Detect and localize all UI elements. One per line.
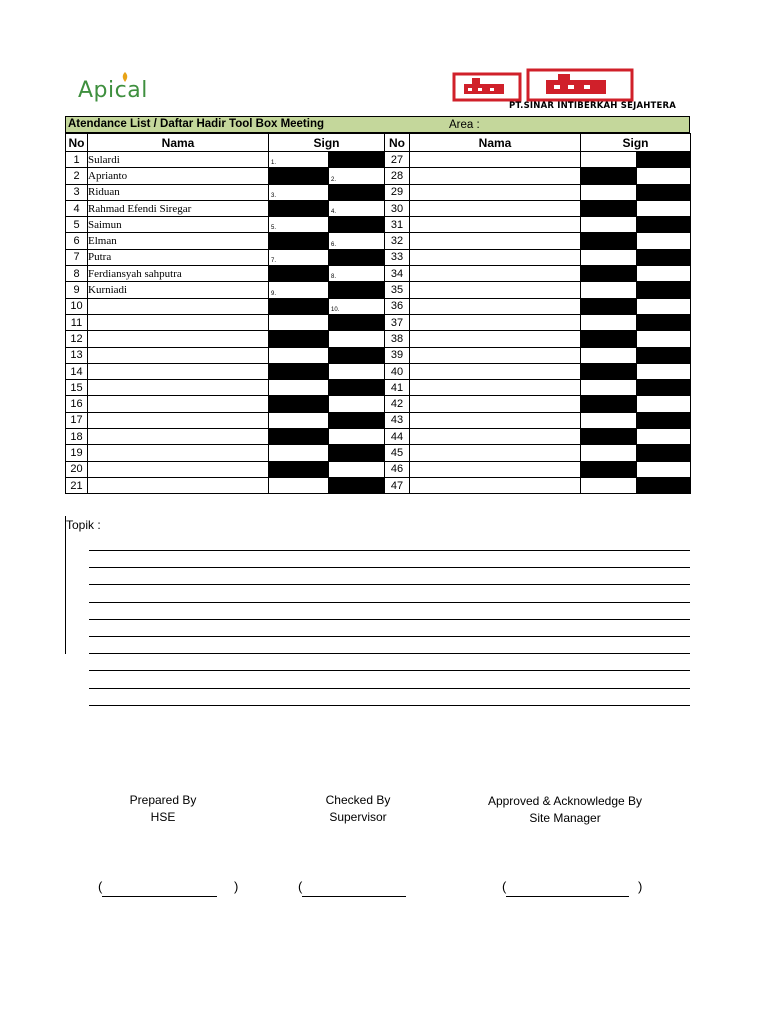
topik-line[interactable] — [89, 705, 690, 706]
sign-cell-a[interactable] — [269, 200, 329, 216]
row-no-right: 45 — [385, 445, 410, 461]
company-name: PT.SINAR INTIBERKAH SEJAHTERA — [509, 101, 677, 111]
row-no-right: 40 — [385, 363, 410, 379]
row-name-right[interactable] — [410, 298, 581, 314]
paren-close-3: ) — [638, 879, 643, 894]
row-name-right[interactable] — [410, 461, 581, 477]
row-no-right: 37 — [385, 314, 410, 330]
row-name[interactable]: Saimun — [88, 217, 269, 233]
row-name-right[interactable] — [410, 477, 581, 493]
row-name[interactable] — [88, 347, 269, 363]
row-name-right[interactable] — [410, 347, 581, 363]
topik-line[interactable] — [89, 619, 690, 620]
sign-cell-b[interactable] — [329, 200, 385, 216]
sign-cell-right-b[interactable] — [637, 298, 691, 314]
row-name-right[interactable] — [410, 217, 581, 233]
row-no-right: 29 — [385, 184, 410, 200]
row-name[interactable]: Kurniadi — [88, 282, 269, 298]
row-name[interactable] — [88, 396, 269, 412]
row-no: 19 — [66, 445, 88, 461]
table-row — [66, 363, 691, 379]
header-sign: Sign — [269, 134, 385, 152]
row-no-right: 32 — [385, 233, 410, 249]
row-no: 17 — [66, 412, 88, 428]
sign-cell-right-b[interactable] — [637, 200, 691, 216]
row-name-right[interactable] — [410, 233, 581, 249]
row-no: 6 — [66, 233, 88, 249]
sign-number: 6. — [331, 241, 337, 248]
sign-cell-b[interactable] — [329, 445, 385, 461]
table-row — [66, 380, 691, 396]
sign-cell-right-a[interactable] — [581, 298, 637, 314]
signature-line-hse[interactable] — [102, 896, 217, 897]
sign-cell-a[interactable] — [269, 347, 329, 363]
checked-by-block — [308, 792, 408, 826]
row-name[interactable]: Riduan — [88, 184, 269, 200]
table-row — [66, 249, 691, 265]
header-no-right: No — [385, 134, 410, 152]
row-name-right[interactable] — [410, 380, 581, 396]
sign-cell-right-a[interactable] — [581, 461, 637, 477]
header-row — [66, 134, 691, 152]
sign-number: 1. — [271, 160, 277, 167]
row-no: 20 — [66, 461, 88, 477]
row-name[interactable] — [88, 461, 269, 477]
approved-by-label: Approved & Acknowledge By — [487, 794, 643, 808]
row-name[interactable] — [88, 477, 269, 493]
row-no-right: 28 — [385, 168, 410, 184]
row-no-right: 31 — [385, 217, 410, 233]
table-row — [66, 412, 691, 428]
sign-cell-right-b[interactable] — [637, 168, 691, 184]
sign-cell-b[interactable] — [329, 249, 385, 265]
row-no-right: 30 — [385, 200, 410, 216]
sign-cell-right-a[interactable] — [581, 217, 637, 233]
sign-cell-a[interactable] — [269, 217, 329, 233]
row-name[interactable] — [88, 412, 269, 428]
row-no: 10 — [66, 298, 88, 314]
row-name[interactable]: Aprianto — [88, 168, 269, 184]
paren-open-1: ( — [98, 879, 103, 894]
sign-cell-a[interactable] — [269, 396, 329, 412]
sign-number: 9. — [271, 290, 277, 297]
table-row — [66, 217, 691, 233]
sign-cell-a[interactable] — [269, 249, 329, 265]
topik-border — [65, 516, 66, 654]
paren-open-3: ( — [502, 879, 507, 894]
row-no-right: 36 — [385, 298, 410, 314]
sign-cell-right-a[interactable] — [581, 412, 637, 428]
row-no-right: 41 — [385, 380, 410, 396]
sign-cell-b[interactable] — [329, 168, 385, 184]
sign-cell-right-b[interactable] — [637, 217, 691, 233]
topik-line[interactable] — [89, 636, 690, 637]
topik-line[interactable] — [89, 567, 690, 568]
row-no-right: 34 — [385, 266, 410, 282]
table-row — [66, 429, 691, 445]
sign-cell-right-a[interactable] — [581, 266, 637, 282]
sign-cell-right-b[interactable] — [637, 233, 691, 249]
row-no-right: 42 — [385, 396, 410, 412]
row-no-right: 33 — [385, 249, 410, 265]
sign-cell-a[interactable] — [269, 477, 329, 493]
approved-by-role: Site Manager — [529, 811, 601, 825]
topik-line[interactable] — [89, 688, 690, 689]
sign-cell-right-a[interactable] — [581, 331, 637, 347]
sign-cell-b[interactable] — [329, 429, 385, 445]
sign-cell-right-b[interactable] — [637, 380, 691, 396]
sign-cell-right-a[interactable] — [581, 477, 637, 493]
sign-cell-right-a[interactable] — [581, 184, 637, 200]
row-name[interactable]: Rahmad Efendi Siregar — [88, 200, 269, 216]
row-no: 5 — [66, 217, 88, 233]
row-name-right[interactable] — [410, 168, 581, 184]
row-no: 8 — [66, 266, 88, 282]
header-nama: Nama — [88, 134, 269, 152]
sign-cell-b[interactable] — [329, 184, 385, 200]
row-no: 7 — [66, 249, 88, 265]
sign-cell-right-a[interactable] — [581, 429, 637, 445]
sign-number: 3. — [271, 192, 277, 199]
row-name[interactable]: Ferdiansyah sahputra — [88, 266, 269, 282]
table-row — [66, 266, 691, 282]
sign-cell-a[interactable] — [269, 233, 329, 249]
row-name-right[interactable] — [410, 152, 581, 168]
sign-cell-right-b[interactable] — [637, 152, 691, 168]
sign-cell-b[interactable] — [329, 152, 385, 168]
sign-cell-right-b[interactable] — [637, 331, 691, 347]
sign-cell-b[interactable] — [329, 331, 385, 347]
row-name[interactable]: Sulardi — [88, 152, 269, 168]
sign-cell-right-a[interactable] — [581, 233, 637, 249]
row-name-right[interactable] — [410, 396, 581, 412]
sign-cell-a[interactable] — [269, 184, 329, 200]
table-row — [66, 477, 691, 493]
row-name-right[interactable] — [410, 184, 581, 200]
row-no-right: 27 — [385, 152, 410, 168]
table-row — [66, 445, 691, 461]
sign-cell-right-b[interactable] — [637, 282, 691, 298]
sign-number: 4. — [331, 209, 337, 216]
row-no-right: 44 — [385, 429, 410, 445]
topik-line[interactable] — [89, 550, 690, 551]
row-name[interactable] — [88, 298, 269, 314]
row-name[interactable] — [88, 380, 269, 396]
row-no-right: 47 — [385, 477, 410, 493]
form-title: Atendance List / Daftar Hadir Tool Box Meeting — [68, 118, 325, 130]
row-no: 16 — [66, 396, 88, 412]
row-name-right[interactable] — [410, 249, 581, 265]
sign-cell-a[interactable] — [269, 429, 329, 445]
sign-cell-right-b[interactable] — [637, 314, 691, 330]
sign-cell-a[interactable] — [269, 412, 329, 428]
row-no: 13 — [66, 347, 88, 363]
row-name[interactable] — [88, 445, 269, 461]
header-no: No — [66, 134, 88, 152]
signature-line-site-manager[interactable] — [506, 896, 629, 897]
sign-cell-right-b[interactable] — [637, 396, 691, 412]
sign-cell-right-b[interactable] — [637, 249, 691, 265]
topik-line[interactable] — [89, 653, 690, 654]
sign-cell-right-b[interactable] — [637, 347, 691, 363]
sign-cell-b[interactable] — [329, 282, 385, 298]
sign-cell-right-a[interactable] — [581, 380, 637, 396]
prepared-by-label: Prepared By — [129, 793, 197, 807]
attendance-table — [65, 133, 691, 494]
topik-line[interactable] — [89, 670, 690, 671]
table-row — [66, 233, 691, 249]
sign-cell-right-b[interactable] — [637, 477, 691, 493]
table-row — [66, 347, 691, 363]
sign-cell-b[interactable] — [329, 347, 385, 363]
sign-cell-right-a[interactable] — [581, 152, 637, 168]
row-no: 2 — [66, 168, 88, 184]
sign-cell-a[interactable] — [269, 266, 329, 282]
sign-cell-a[interactable] — [269, 380, 329, 396]
row-name[interactable] — [88, 331, 269, 347]
table-row — [66, 282, 691, 298]
table-row — [66, 168, 691, 184]
row-no: 11 — [66, 314, 88, 330]
table-row — [66, 152, 691, 168]
sign-cell-right-b[interactable] — [637, 363, 691, 379]
sign-cell-b[interactable] — [329, 233, 385, 249]
row-name-right[interactable] — [410, 266, 581, 282]
sign-cell-b[interactable] — [329, 477, 385, 493]
sign-number: 2. — [331, 176, 337, 183]
sign-cell-b[interactable] — [329, 314, 385, 330]
sign-cell-b[interactable] — [329, 461, 385, 477]
sign-number: 5. — [271, 225, 277, 232]
sign-cell-right-a[interactable] — [581, 314, 637, 330]
sign-cell-a[interactable] — [269, 461, 329, 477]
row-name[interactable] — [88, 363, 269, 379]
paren-close-1: ) — [234, 879, 239, 894]
sign-cell-b[interactable] — [329, 363, 385, 379]
row-name-right[interactable] — [410, 200, 581, 216]
sign-cell-right-a[interactable] — [581, 363, 637, 379]
prepared-by-role: HSE — [150, 810, 176, 824]
row-no: 15 — [66, 380, 88, 396]
row-no-right: 38 — [385, 331, 410, 347]
sign-cell-right-b[interactable] — [637, 429, 691, 445]
row-no: 21 — [66, 477, 88, 493]
sign-cell-right-b[interactable] — [637, 412, 691, 428]
row-name-right[interactable] — [410, 445, 581, 461]
row-name-right[interactable] — [410, 429, 581, 445]
sign-cell-right-b[interactable] — [637, 461, 691, 477]
row-no: 4 — [66, 200, 88, 216]
sign-number: 7. — [271, 258, 277, 265]
row-name-right[interactable] — [410, 282, 581, 298]
sinar-logo-icon — [450, 66, 640, 106]
sign-cell-right-b[interactable] — [637, 184, 691, 200]
row-name[interactable]: Elman — [88, 233, 269, 249]
row-name-right[interactable] — [410, 363, 581, 379]
sign-number: 8. — [331, 274, 337, 281]
sign-cell-a[interactable] — [269, 363, 329, 379]
sign-cell-right-a[interactable] — [581, 396, 637, 412]
sign-cell-a[interactable] — [269, 168, 329, 184]
sign-cell-right-a[interactable] — [581, 445, 637, 461]
row-no: 1 — [66, 152, 88, 168]
sign-cell-a[interactable] — [269, 298, 329, 314]
sign-cell-a[interactable] — [269, 331, 329, 347]
sign-cell-right-a[interactable] — [581, 347, 637, 363]
sign-cell-right-a[interactable] — [581, 168, 637, 184]
table-row — [66, 184, 691, 200]
sign-cell-right-b[interactable] — [637, 266, 691, 282]
paren-open-2: ( — [298, 879, 303, 894]
sign-cell-right-b[interactable] — [637, 445, 691, 461]
row-no-right: 43 — [385, 412, 410, 428]
sign-number: 10. — [331, 306, 340, 313]
row-no: 9 — [66, 282, 88, 298]
sign-cell-a[interactable] — [269, 152, 329, 168]
sign-cell-right-a[interactable] — [581, 282, 637, 298]
table-row — [66, 298, 691, 314]
sign-cell-a[interactable] — [269, 445, 329, 461]
table-row — [66, 200, 691, 216]
apical-logo — [78, 72, 178, 106]
sign-cell-b[interactable] — [329, 217, 385, 233]
sign-cell-right-a[interactable] — [581, 200, 637, 216]
approved-by-block — [470, 793, 660, 827]
row-name[interactable] — [88, 429, 269, 445]
row-no-right: 46 — [385, 461, 410, 477]
header-nama-right: Nama — [410, 134, 581, 152]
table-row — [66, 396, 691, 412]
row-no: 18 — [66, 429, 88, 445]
checked-by-label: Checked By — [325, 793, 391, 807]
row-name[interactable] — [88, 314, 269, 330]
sign-cell-b[interactable] — [329, 396, 385, 412]
sign-cell-a[interactable] — [269, 314, 329, 330]
sign-cell-b[interactable] — [329, 266, 385, 282]
row-name[interactable]: Putra — [88, 249, 269, 265]
row-name-right[interactable] — [410, 314, 581, 330]
row-no-right: 35 — [385, 282, 410, 298]
row-no: 12 — [66, 331, 88, 347]
table-row — [66, 314, 691, 330]
topik-label: Topik : — [66, 518, 101, 532]
sign-cell-b[interactable] — [329, 298, 385, 314]
row-no-right: 39 — [385, 347, 410, 363]
table-row — [66, 461, 691, 477]
sign-cell-right-a[interactable] — [581, 249, 637, 265]
row-no: 14 — [66, 363, 88, 379]
topik-line[interactable] — [89, 602, 690, 603]
table-row — [66, 331, 691, 347]
sign-cell-a[interactable] — [269, 282, 329, 298]
row-name-right[interactable] — [410, 331, 581, 347]
topik-line[interactable] — [89, 584, 690, 585]
area-label: Area : — [449, 119, 480, 131]
title-bar — [65, 116, 690, 133]
signature-line-supervisor[interactable] — [302, 896, 406, 897]
row-no: 3 — [66, 184, 88, 200]
sign-cell-b[interactable] — [329, 380, 385, 396]
checked-by-role: Supervisor — [329, 810, 387, 824]
apical-logo-text: Apical — [78, 78, 148, 103]
prepared-by-block — [113, 792, 213, 826]
sign-cell-b[interactable] — [329, 412, 385, 428]
header-sign-right: Sign — [581, 134, 691, 152]
row-name-right[interactable] — [410, 412, 581, 428]
